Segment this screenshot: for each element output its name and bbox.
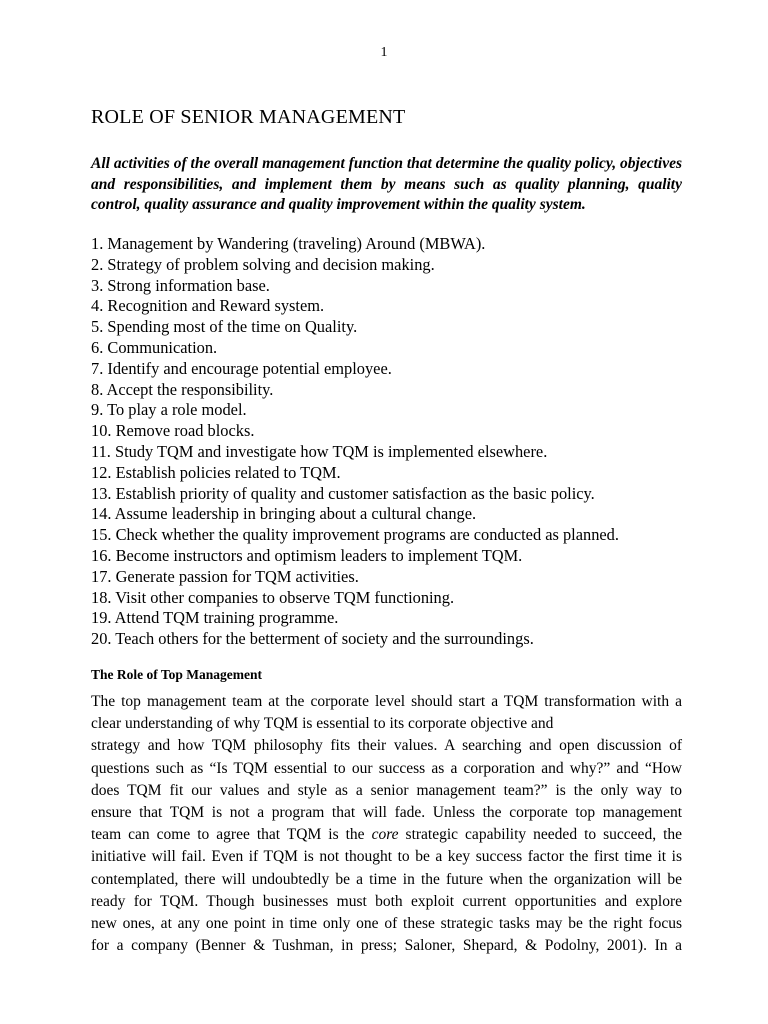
list-item: 7. Identify and encourage potential employee. <box>91 358 392 378</box>
page-number: 1 <box>380 45 388 60</box>
list-item: 15. Check whether the quality improvement programs are conducted as planned. <box>91 525 619 545</box>
list-item: 18. Visit other companies to observe TQM functioning. <box>91 587 455 607</box>
list-item: 8. Accept the responsibility. <box>91 379 274 399</box>
list-item: 11. Study TQM and investigate how TQM is implemented elsewhere. <box>91 441 548 461</box>
list-item: 9. To play a role model. <box>91 400 247 420</box>
emphasized-word: core <box>371 826 399 844</box>
list-item: 20. Teach others for the betterment of society and the surroundings. <box>91 629 534 649</box>
list-item: 17. Generate passion for TQM activities. <box>91 566 359 586</box>
list-item: 5. Spending most of the time on Quality. <box>91 317 358 337</box>
definition-paragraph: All activities of the overall management function that determine the quality policy, objectives and responsibilities, and implement them by means such as quality planning, quality control, quality assurance and quality improvement within the quality system. <box>91 155 682 213</box>
list-item: 6. Communication. <box>91 337 218 357</box>
list-item: 4. Recognition and Reward system. <box>91 296 325 316</box>
paragraph-line: clear understanding of why TQM is essential to its corporate objective and <box>91 715 554 733</box>
list-item: 2. Strategy of problem solving and decision making. <box>91 254 435 274</box>
list-item: 12. Establish policies related to TQM. <box>91 462 341 482</box>
paragraph-line: contemplated, there will undoubtedly be a time in the future when the organization will be <box>91 870 682 888</box>
paragraph-line: initiative will fail. Even if TQM is not thought to be a key success factor the first time it is <box>91 848 682 866</box>
list-item: 13. Establish priority of quality and customer satisfaction as the basic policy. <box>91 483 595 503</box>
page-title: ROLE OF SENIOR MANAGEMENT <box>91 106 406 128</box>
line-text-after-emphasis: strategic capability needed to succeed, the <box>405 826 683 844</box>
paragraph-line: ready for TQM. Though businesses must both exploit current opportunities and explore <box>91 892 682 910</box>
list-item: 14. Assume leadership in bringing about a cultural change. <box>91 504 477 524</box>
paragraph-line: questions such as “Is TQM essential to our success as a corporation and why?” and “How <box>91 759 682 777</box>
list-item: 16. Become instructors and optimism leaders to implement TQM. <box>91 545 523 565</box>
paragraph-line-with-emphasis <box>91 824 682 846</box>
line-text-before-emphasis: team can come to agree that TQM is the <box>91 826 365 844</box>
list-item: 10. Remove road blocks. <box>91 421 255 441</box>
paragraph-line: strategy and how TQM philosophy fits their values. A searching and open discussion of <box>91 737 682 755</box>
section-heading: The Role of Top Management <box>91 667 263 682</box>
paragraph-line: new ones, at any one point in time only one of these strategic tasks may be the right focus <box>91 914 682 932</box>
paragraph-line: for a company (Benner & Tushman, in press; Saloner, Shepard, & Podolny, 2001). In a <box>91 937 682 955</box>
list-item: 1. Management by Wandering (traveling) Around (MBWA). <box>91 234 486 253</box>
list-item: 3. Strong information base. <box>91 275 270 295</box>
body-paragraph <box>91 691 682 957</box>
senior-management-roles-list <box>91 234 711 650</box>
paragraph-line: does TQM fit our values and style as a senior management team?” is the only way to <box>91 781 682 799</box>
paragraph-line: The top management team at the corporate level should start a TQM transformation with a <box>91 693 682 710</box>
list-item: 19. Attend TQM training programme. <box>91 608 339 628</box>
paragraph-line: ensure that TQM is not a program that will fade. Unless the corporate top management <box>91 803 682 821</box>
